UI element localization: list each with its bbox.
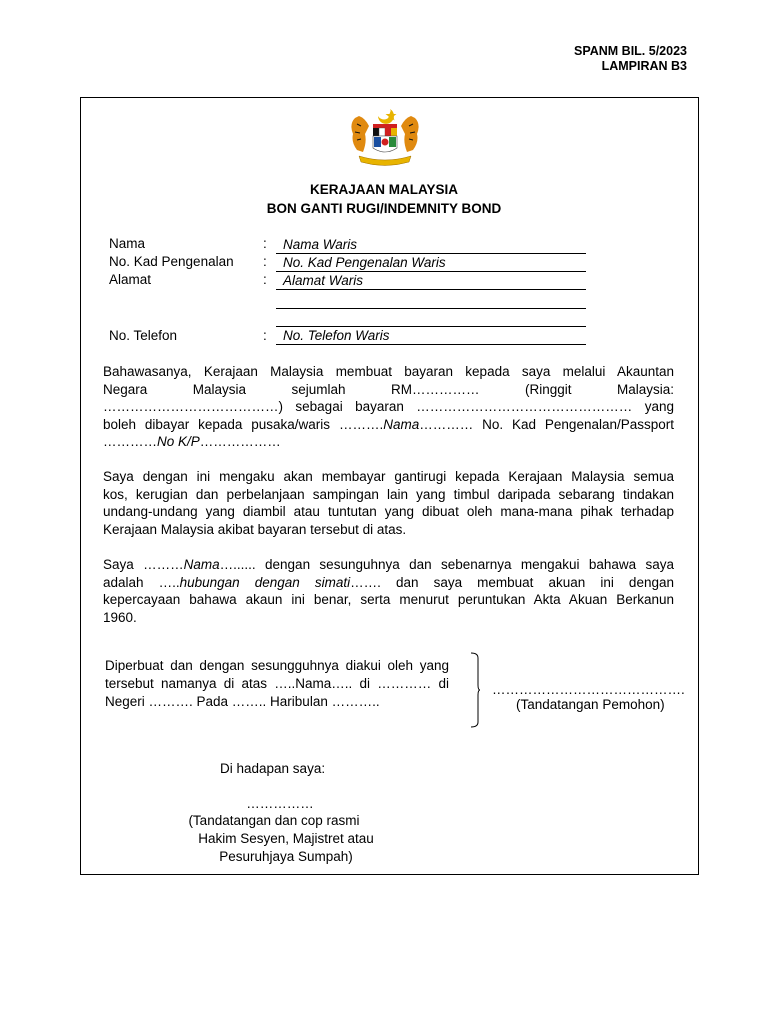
address-colon: : xyxy=(263,272,267,287)
para3-line3: kepercayaan bahawa akaun ini benar, serta menurut peruntukan Akta Akuan Berkanun xyxy=(103,592,674,607)
witness-line2: Hakim Sesyen, Majistret atau xyxy=(198,831,374,846)
declaration-bracket xyxy=(470,652,480,728)
applicant-signature-line[interactable]: ……………………………………. xyxy=(492,682,685,697)
title-government: KERAJAAN MALAYSIA xyxy=(309,182,459,197)
para3-line1: Saya ………Nama…...... dengan sesunguhnya dan sebenarnya mengakui bahawa saya xyxy=(103,557,674,572)
para2-line2: kos, kerugian dan perbelanjaan sampingan lain yang timbul daripada sebarang tindakan xyxy=(103,486,674,502)
para1-line1: Bahawasanya, Kerajaan Malaysia membuat bayaran kepada saya melalui Akauntan xyxy=(103,364,674,379)
declaration-line2: tersebut namanya di atas …..Nama….. di ………… di xyxy=(105,676,449,691)
witness-line1: (Tandatangan dan cop rasmi xyxy=(188,813,360,828)
address-line-2[interactable] xyxy=(276,308,586,309)
witness-signature-line[interactable]: …………… xyxy=(246,796,314,811)
declaration-line1: Diperbuat dan dengan sesungguhnya diakui oleh yang xyxy=(105,658,449,673)
ic-field[interactable]: No. Kad Pengenalan Waris xyxy=(276,254,586,272)
para2-line1: Saya dengan ini mengaku akan membayar gantirugi kepada Kerajaan Malaysia semua xyxy=(103,469,674,484)
para2-line3: undang-undang yang diambil atau tuntutan yang dibuat oleh mana-mana pihak terhadap xyxy=(103,504,674,519)
paragraph-payment xyxy=(103,363,674,451)
witness-line3: Pesuruhjaya Sumpah) xyxy=(219,849,353,864)
phone-label: No. Telefon xyxy=(109,328,178,343)
name-colon: : xyxy=(263,236,267,251)
address-label: Alamat xyxy=(109,272,152,287)
para3-line2: adalah …..hubungan dengan simati……. dan saya membuat akuan ini dengan xyxy=(103,574,674,590)
declarant-name-placeholder: Nama xyxy=(183,557,220,572)
name-label: Nama xyxy=(109,236,146,251)
applicant-signature-label: (Tandatangan Pemohon) xyxy=(516,697,665,712)
para2-line4: Kerajaan Malaysia akibat bayaran tersebut di atas. xyxy=(103,521,407,537)
para1-line4: boleh dibayar kepada pusaka/waris ……….Nama………… No. Kad Pengenalan/Passport xyxy=(103,416,675,432)
attachment-label: LAMPIRAN B3 xyxy=(601,59,687,73)
phone-field[interactable]: No. Telefon Waris xyxy=(276,327,586,345)
para1-line5: …………No K/P……………… xyxy=(103,434,281,449)
para1-line3: …………………………………) sebagai bayaran ………………………………………… yang xyxy=(103,399,674,414)
address-field[interactable]: Alamat Waris xyxy=(276,272,586,290)
name-field[interactable]: Nama Waris xyxy=(276,236,586,254)
relationship-placeholder: hubungan dengan simati xyxy=(179,574,351,590)
title-bond: BON GANTI RUGI/INDEMNITY BOND xyxy=(266,201,502,216)
declaration-line3: Negeri ………. Pada …….. Haribulan ……….. xyxy=(105,694,380,709)
paragraph-indemnity xyxy=(103,468,674,538)
reference-number: SPANM BIL. 5/2023 xyxy=(573,44,687,58)
phone-colon: : xyxy=(263,328,267,343)
ic-colon: : xyxy=(263,254,267,269)
para3-line4: 1960. xyxy=(103,609,137,625)
declaration-text xyxy=(105,657,449,711)
ic-label: No. Kad Pengenalan xyxy=(109,254,234,269)
witness-heading: Di hadapan saya: xyxy=(220,761,326,776)
para1-line2: Negara Malaysia sejumlah RM…………… (Ringgit Malaysia: xyxy=(103,381,674,397)
heir-name-placeholder: Nama xyxy=(383,416,420,432)
ic-placeholder: No K/P xyxy=(157,434,200,449)
paragraph-declaration xyxy=(103,556,674,626)
malaysia-coat-of-arms-icon xyxy=(345,106,425,168)
